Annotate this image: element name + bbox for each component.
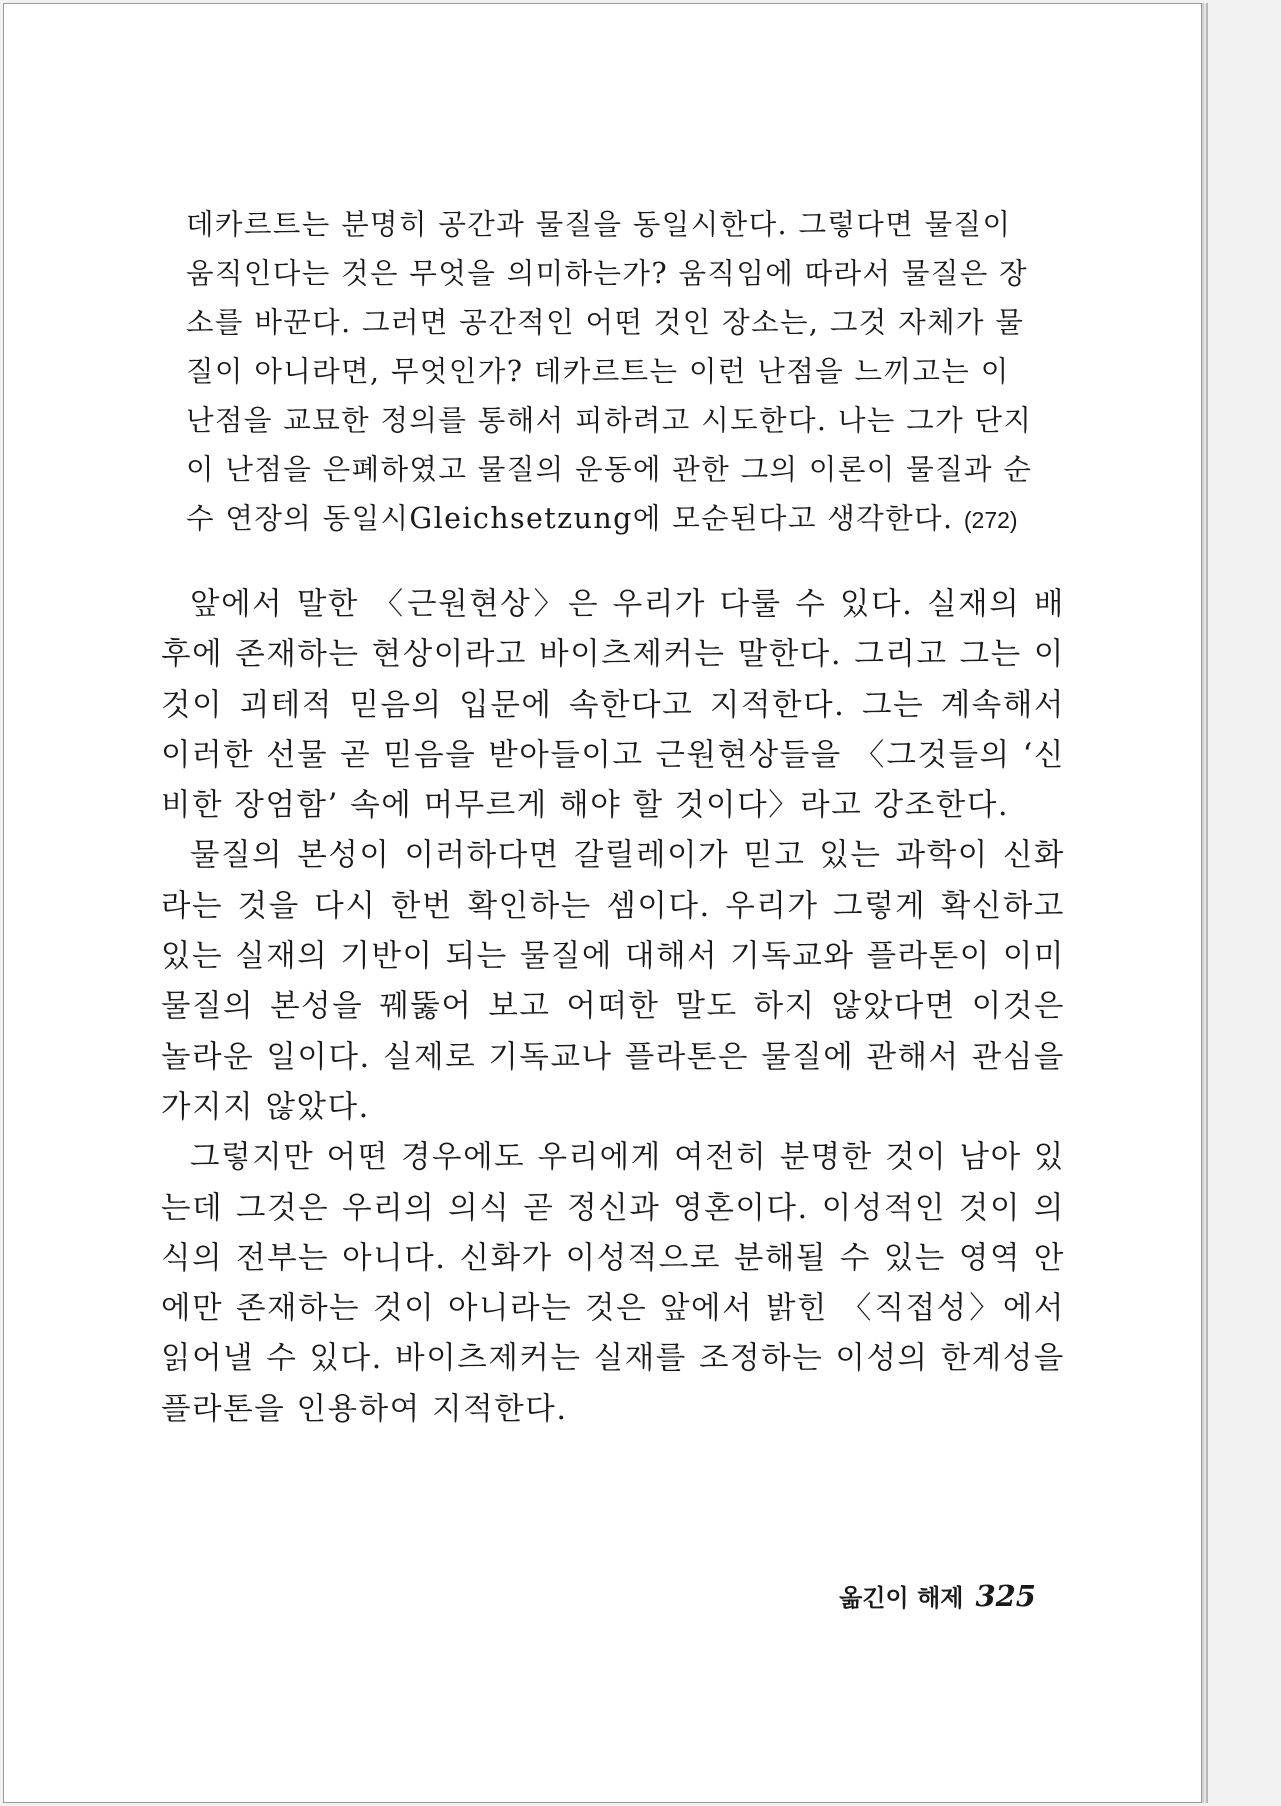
quote-line: 질이 아니라면, 무엇인가? 데카르트는 이런 난점을 느끼고는 이 [186,355,1010,388]
quote-line: 이 난점을 은폐하였고 물질의 운동에 관한 그의 이론이 물질과 순 [186,453,1033,486]
page-number: 325 [975,1579,1036,1613]
paragraph: 앞에서 말한 〈근원현상〉은 우리가 다룰 수 있다. 실재의 배후에 존재하는 현상이라고 바이츠제커는 말한다. 그리고 그는 이것이 괴테적 믿음의 입문에 속한다고 지적한다. 그는 계속해서 이러한 선물 곧 믿음을 받아들이고 근원현상들을 〈그것들의 ‘신비한 장엄함’ 속에 머무르게 해야 할 것이다〉라고 강조한다. [161,587,1065,824]
quote-line: 수 연장의 동일시Gleichsetzung에 모순된다고 생각한다. [186,502,954,535]
paragraph: 그렇지만 어떤 경우에도 우리에게 여전히 분명한 것이 남아 있는데 그것은 우리의 의식 곧 정신과 영혼이다. 이성적인 것이 의식의 전부는 아니다. 신화가 이성적으로 분해될 수 있는 영역 안에만 존재하는 것이 아니라는 것은 앞에서 밝힌 〈직접성〉에서 읽어낼 수 있다. 바이츠제커는 실재를 조정하는 이성의 한계성을 플라톤을 인용하여 지적한다. [161,1140,1065,1427]
running-title: 옮긴이 해제 [839,1584,964,1612]
quote-last-line [186,494,1066,545]
quote-citation: (272) [963,507,1018,533]
body-text [161,580,1065,1435]
block-quote [186,200,1066,545]
page-edge-shadow [1206,3,1208,1803]
quote-line: 소를 바꾼다. 그러면 공간적인 어떤 것인 장소는, 그것 자체가 물 [186,306,1025,339]
paragraph: 물질의 본성이 이러하다면 갈릴레이가 믿고 있는 과학이 신화라는 것을 다시 한번 확인하는 셈이다. 우리가 그렇게 확신하고 있는 실재의 기반이 되는 물질에 대해서 기독교와 플라톤이 이미 물질의 본성을 꿰뚫어 보고 어떠한 말도 하지 않았다면 이것은 놀라운 일이다. 실제로 기독교나 플라톤은 물질에 관해서 관심을 가지지 않았다. [161,838,1065,1125]
quote-line: 데카르트는 분명히 공간과 물질을 동일시한다. 그렇다면 물질이 [186,208,1012,241]
book-page [3,3,1202,1803]
page-footer [839,1578,1036,1613]
quote-line: 난점을 교묘한 정의를 통해서 피하려고 시도한다. 나는 그가 단지 [186,404,1033,437]
quote-line: 움직인다는 것은 무엇을 의미하는가? 움직임에 따라서 물질은 장 [186,257,1029,290]
